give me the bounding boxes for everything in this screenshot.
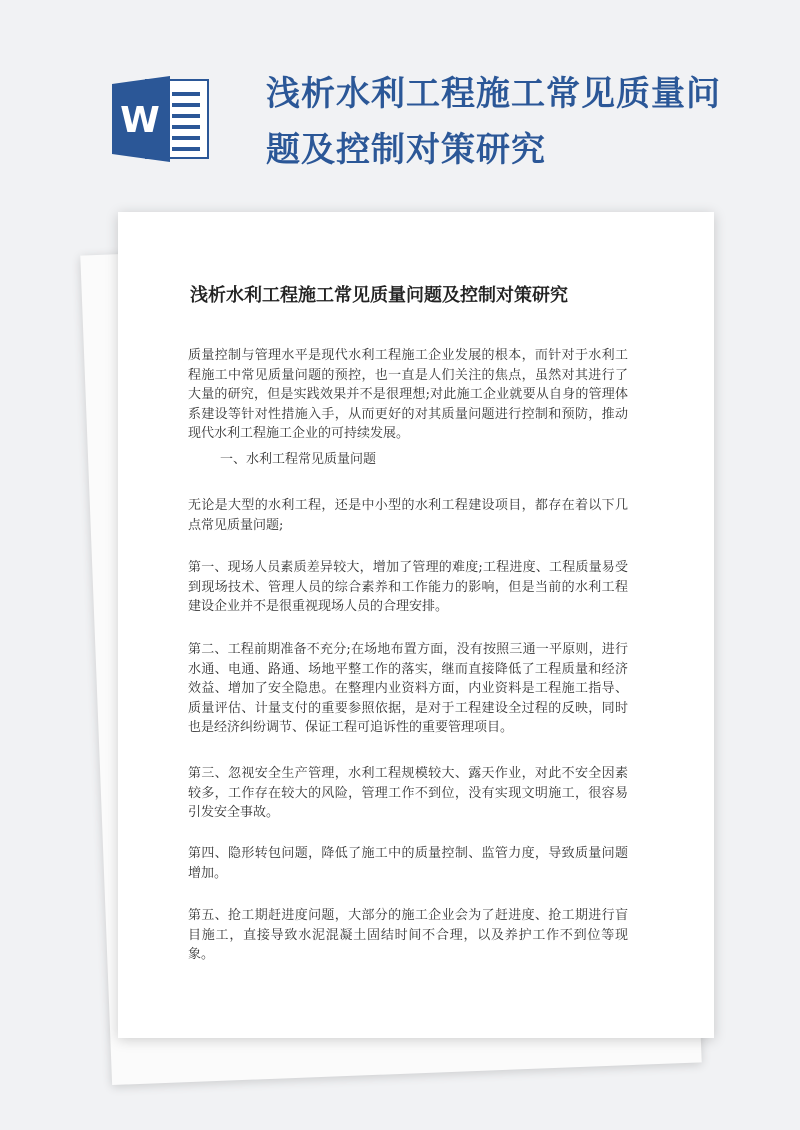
- paragraph-point-5: 第五、抢工期赶进度问题，大部分的施工企业会为了赶进度、抢工期进行盲目施工，直接导致水泥混凝土固结时间不合理，以及养护工作不到位等现象。: [188, 908, 628, 962]
- word-document-icon: [112, 76, 214, 162]
- document-title: 浅析水利工程施工常见质量问题及控制对策研究: [190, 285, 568, 306]
- paragraph-point-3: 第三、忽视安全生产管理，水利工程规模较大、露天作业，对此不安全因素较多，工作存在较大的风险，管理工作不到位，没有实现文明施工，很容易引发安全事故。: [188, 766, 628, 820]
- paragraph-overview: 无论是大型的水利工程，还是中小型的水利工程建设项目，都存在着以下几点常见质量问题;: [188, 498, 628, 533]
- paragraph-intro: 质量控制与管理水平是现代水利工程施工企业发展的根本，而针对于水利工程施工中常见质量问题的预控，也一直是人们关注的焦点，虽然对其进行了大量的研究，但是实践效果并不是很理想;对此施工企业就要从自身的管理体系建设等针对性措施入手，从而更好的对其质量问题进行控制和预防，推动现代水利工程施工企业的可持续发展。: [188, 348, 628, 441]
- paragraph-point-4: 第四、隐形转包问题，降低了施工中的质量控制、监管力度，导致质量问题增加。: [188, 846, 628, 881]
- header: [0, 0, 800, 200]
- header-title: 浅析水利工程施工常见质量问题及控制对策研究: [266, 74, 721, 170]
- paragraph-point-1: 第一、现场人员素质差异较大，增加了管理的难度;工程进度、工程质量易受到现场技术、管理人员的综合素养和工作能力的影响，但是当前的水利工程建设企业并不是很重视现场人员的合理安排。: [188, 560, 628, 614]
- paragraph-point-2: 第二、工程前期准备不充分;在场地布置方面，没有按照三通一平原则，进行水通、电通、路通、场地平整工作的落实，继而直接降低了工程质量和经济效益、增加了安全隐患。在整理内业资料方面，内业资料是工程施工指导、质量评估、计量支付的重要参照依据，是对于工程建设全过程的反映，同时也是经济纠纷调节、保证工程可追诉性的重要管理项目。: [188, 642, 628, 735]
- word-icon-letter: W: [120, 100, 160, 141]
- document-page: [118, 212, 714, 1038]
- section-heading: 一、水利工程常见质量问题: [220, 452, 377, 467]
